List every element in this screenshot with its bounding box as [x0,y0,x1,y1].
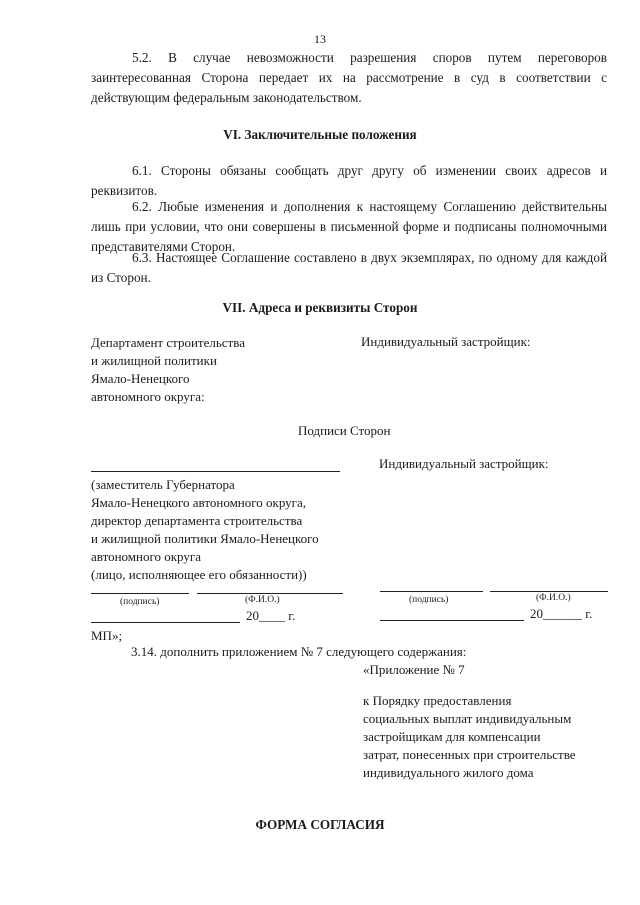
signature-developer-label: Индивидуальный застройщик: [379,456,549,471]
paragraph-6-1: 6.1. Стороны обязаны сообщать друг другу об изменении своих адресов и реквизитов. [91,163,607,198]
caption-signature-left: (подпись) [120,597,160,607]
appendix-subtitle-line: затрат, понесенных при строительстве [363,747,576,762]
appendix-subtitle-line: застройщикам для компенсации [363,729,541,744]
official-position-line: автономного округа [91,549,201,564]
signature-line-left [91,593,189,594]
appendix-subtitle-line: к Порядку предоставления [363,693,512,708]
appendix-title: «Приложение № 7 [363,662,465,677]
paragraph-6-3: 6.3. Настоящее Соглашение составлено в двух экземплярах, по одному для каждой из Сторон. [91,250,607,285]
party-department-line: автономного округа: [91,389,205,404]
signature-line-right [380,591,483,592]
date-right: 20______ г. [530,606,593,621]
official-position [91,476,319,584]
name-line-right [490,591,608,592]
section-vii-title: VII. Адреса и реквизиты Сторон [222,300,418,315]
official-position-line: Ямало-Ненецкого автономного округа, [91,495,307,510]
official-position-line: (заместитель Губернатора [91,477,235,492]
form-title: ФОРМА СОГЛАСИЯ [255,817,385,832]
page-number: 13 [314,32,326,46]
party-department-line: Департамент строительства [91,335,245,350]
appendix-subtitle [363,692,576,782]
party-department-line: Ямало-Ненецкого [91,371,190,386]
signature-line-official [91,471,340,472]
appendix-subtitle-line: социальных выплат индивидуальным [363,711,572,726]
party-developer: Индивидуальный застройщик: [361,334,531,349]
date-line-right [380,620,524,621]
paragraph-6-2: 6.2. Любые изменения и дополнения к настоящему Соглашению действительны лишь при условии, что они совершены в письменной форме и подписаны полномочными представителями Сторон. [91,199,607,254]
official-position-line: и жилищной политики Ямало-Ненецкого [91,531,319,546]
party-department [91,334,245,406]
paragraph-5-2: 5.2. В случае невозможности разрешения споров путем переговоров заинтересованная Сторона передает их на рассмотрение в суд в соответствии с действующим федеральным законодательством. [91,50,607,105]
caption-name-left: (Ф.И.О.) [245,595,280,605]
date-left: 20____ г. [246,608,296,623]
date-line-left [91,622,240,623]
official-position-line: (лицо, исполняющее его обязанности)) [91,567,307,582]
section-vi-title: VI. Заключительные положения [223,127,417,142]
caption-signature-right: (подпись) [409,595,449,605]
party-department-line: и жилищной политики [91,353,217,368]
appendix-subtitle-line: индивидуального жилого дома [363,765,534,780]
signatures-title: Подписи Сторон [298,423,391,438]
item-3-14: 3.14. дополнить приложением № 7 следующего содержания: [131,644,467,659]
seal-text: МП»; [91,628,123,643]
caption-name-right: (Ф.И.О.) [536,593,571,603]
name-line-left [197,593,343,594]
official-position-line: директор департамента строительства [91,513,303,528]
